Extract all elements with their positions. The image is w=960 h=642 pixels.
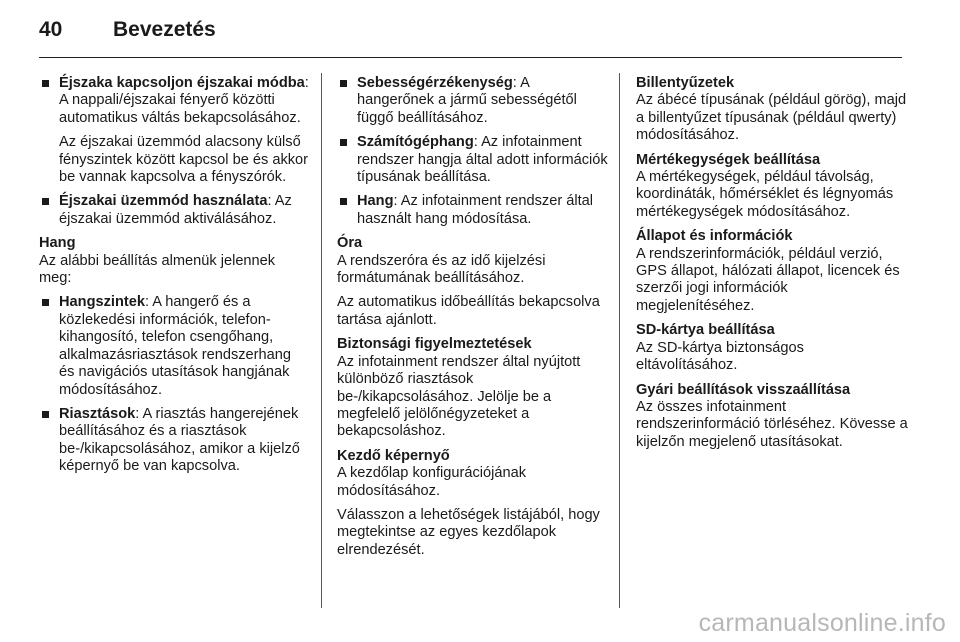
bullet-term: Sebességérzékenység: [357, 75, 513, 91]
section-heading: Hang: [39, 235, 76, 252]
bullet-marker-icon: [340, 80, 347, 87]
column-3: [636, 75, 908, 458]
section-text: Az automatikus időbeállítás bekapcsolva tartása ajánlott.: [337, 294, 600, 328]
section-text: Az infotainment rendszer által nyújtott különböző riasztások be-/kikapcsolásához. Jelölje be a megfelelő jelölőnégyzeteket a bekapcsoláshoz.: [337, 353, 581, 440]
section-heading: Gyári beállítások visszaállítása: [636, 381, 851, 398]
bullet-item: [39, 294, 309, 398]
section-hang: [39, 235, 309, 287]
bullet-text: : Az infotainment rendszer által használt hang módosítása.: [357, 193, 594, 227]
bullet-item: [39, 193, 309, 228]
bullet-marker-icon: [42, 80, 49, 87]
page-number: 40: [39, 18, 63, 41]
column-divider: [619, 73, 620, 608]
bullet-marker-icon: [42, 198, 49, 205]
section-biztonsagi: [337, 336, 609, 440]
bullet-item: [337, 75, 609, 127]
bullet-term: Számítógéphang: [357, 134, 474, 151]
section-ora: [337, 235, 609, 287]
section-gyari: [636, 382, 908, 452]
bullet-term: Hangszintek: [59, 294, 145, 311]
section-text: Az összes infotainment rendszerinformáció törléséhez. Kövesse a kijelzőn megjelenő utasításokat.: [636, 398, 908, 450]
section-mertekegysegek: [636, 152, 908, 222]
section-heading: Óra: [337, 235, 363, 252]
bullet-text: : A hangerő és a közlekedési információk, telefon-kihangosító, telefon csengőhang, alkalmazásriasztások rendszerhang és navigációs utasítások hangjának módosításához.: [59, 294, 291, 398]
section-text: A rendszerinformációk, például verzió, GPS állapot, hálózati állapot, licencek és szerzői jogi információk megjelenítéséhez.: [636, 245, 900, 314]
bullet-marker-icon: [340, 198, 347, 205]
header-rule: [39, 57, 902, 58]
bullet-term: Hang: [357, 193, 394, 210]
bullet-item: [337, 134, 609, 186]
bullet-marker-icon: [340, 139, 347, 146]
section-heading: SD-kártya beállítása: [636, 322, 775, 339]
bullet-term: Éjszakai üzemmód használata: [59, 193, 268, 210]
section-text: Az alábbi beállítás almenük jelennek meg:: [39, 252, 276, 287]
bullet-text: : A riasztás hangerejének beállításához és a riasztások be-/kikapcsolásához, amikor a kijelző képernyő be van kapcsolva.: [59, 405, 300, 475]
section-text: Az ábécé típusának (például görög), majd a billentyűzet típusának (például qwerty) módosításához.: [636, 92, 907, 144]
page-title: Bevezetés: [113, 18, 216, 41]
section-heading: Állapot és információk: [636, 228, 793, 245]
bullet-term: Éjszaka kapcsoljon éjszakai módba: [59, 75, 305, 91]
column-1: [39, 75, 309, 483]
section-text: A rendszeróra és az idő kijelzési formátumának beállításához.: [337, 252, 546, 287]
section-sd-kartya: [636, 322, 908, 374]
section-text: Válasszon a lehetőségek listájából, hogy megtekintse az egyes kezdőlapok elrendezését.: [337, 506, 600, 558]
section-text: A kezdőlap konfigurációjának módosításához.: [337, 465, 527, 499]
section-heading: Kezdő képernyő: [337, 447, 450, 464]
bullet-term: Riasztások: [59, 405, 136, 422]
bullet-marker-icon: [42, 299, 49, 306]
section-text: Az SD-kártya biztonságos eltávolításához.: [636, 339, 804, 374]
bullet-item: [39, 75, 309, 127]
bullet-text: : A hangerőnek a jármű sebességétől függő beállításához.: [357, 75, 577, 126]
column-2: [337, 75, 609, 566]
section-heading: Billentyűzetek: [636, 75, 735, 91]
bullet-text: : Az infotainment rendszer hangja által adott információk típusának beállítása.: [357, 134, 608, 186]
section-text: A mértékegységek, például távolság, koordináták, hőmérséklet és légnyomás mértékegységek módosításához.: [636, 169, 894, 220]
bullet-marker-icon: [42, 411, 49, 418]
section-heading: Biztonsági figyelmeztetések: [337, 336, 532, 353]
watermark-text: carmanualsonline.info: [698, 609, 946, 637]
section-heading: Mértékegységek beállítása: [636, 151, 821, 168]
section-billentyuzetek: [636, 75, 908, 145]
page-header: [39, 18, 216, 48]
bullet-text: : Az éjszakai üzemmód aktiválásához.: [59, 193, 292, 227]
bullet-extra-text: Az éjszakai üzemmód alacsony külső fényszintek között kapcsol be és akkor be vannak kapcsolva a fényszórók.: [59, 134, 309, 186]
bullet-item: [337, 193, 609, 228]
section-allapot: [636, 228, 908, 315]
bullet-item: [39, 406, 309, 476]
bullet-text: : A nappali/éjszakai fényerő közötti automatikus váltás bekapcsolásához.: [59, 75, 309, 126]
column-divider: [321, 73, 322, 608]
section-kezdo: [337, 448, 609, 500]
